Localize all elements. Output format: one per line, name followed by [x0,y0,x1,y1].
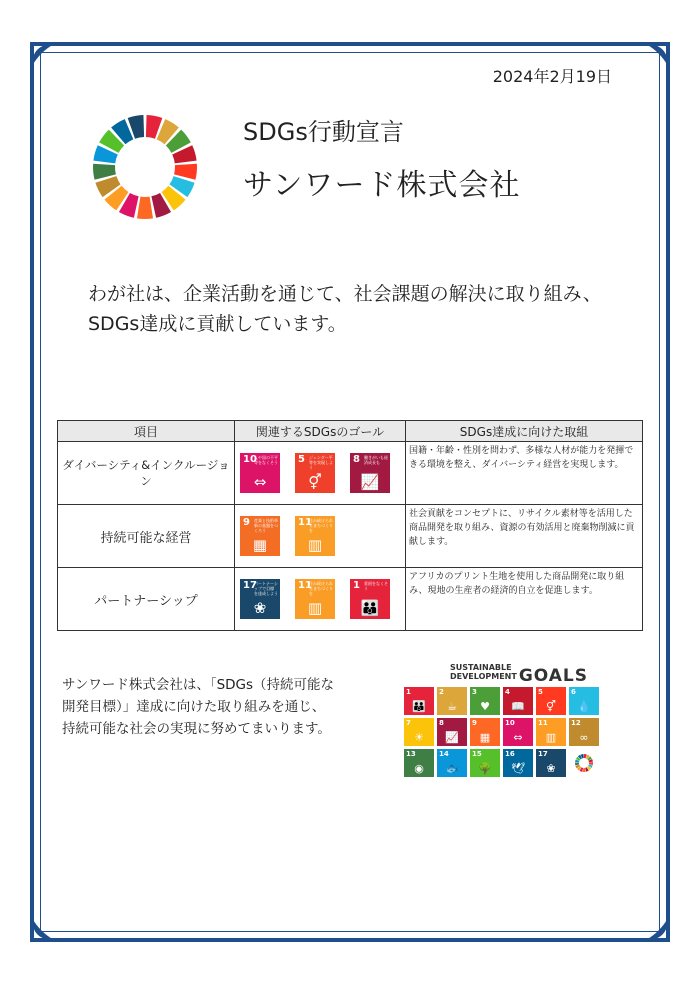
goal-tile-glyph: ◉ [414,762,424,775]
city-icon [295,579,335,619]
row-action: 国籍・年齢・性別を問わず、多様な人材が能力を発揮できる環境を整え、ダイバーシティ経営を実現します。 [406,442,643,505]
header-action: SDGs達成に向けた取組 [406,421,643,442]
row-goal-icons [235,505,406,568]
growth-icon [350,453,390,493]
goal-tile-number: 16 [505,750,515,758]
goals-logo-line2: DEVELOPMENT [450,672,517,681]
goal-tile-number: 4 [505,688,510,696]
goal-tile [470,687,500,715]
goal-tile-glyph: ▦ [479,731,491,744]
corner-ornament-top-right [644,42,670,68]
row-item: パートナーシップ [58,568,235,631]
table-row [58,442,643,505]
goal-tile-number: 12 [571,719,581,727]
goal-glyph: ▥ [307,599,323,617]
goal-label: パートナーシップで目標を達成しよう [254,581,278,596]
goal-tile-number: 3 [472,688,477,696]
sdgs-ring-icon [574,753,594,773]
table-row [58,568,643,631]
sdgs-goals-table [57,420,643,631]
goal-tile-number: 5 [538,688,543,696]
goal-glyph: 📈 [360,473,380,491]
goals-logo-big: GOALS [518,666,589,686]
goal-tile-glyph: ☀ [414,731,424,744]
goal-tile-number: 11 [538,719,548,727]
page-title: SDGs行動宣言 [243,118,404,146]
closing-line: 開発目標）」達成に向けた取り組みを通じ、 [62,699,326,715]
goal-tile [569,718,599,746]
goal-glyph: ▥ [307,536,323,554]
goal-tile [536,687,566,715]
gender-icon [295,453,335,493]
goal-glyph: ⇔ [253,473,267,491]
goal-label: 人や国の不平等をなくそう [254,455,278,465]
goal-tile [437,749,467,777]
intro-line: わが社は、企業活動を通じて、社会課題の解決に取り組み、 [88,283,602,305]
company-name: サンワード株式会社 [243,168,521,203]
goal-number: 5 [298,454,305,465]
goals-logo-line1: SUSTAINABLE [450,663,512,672]
corner-ornament-top-left [30,42,56,68]
goal-tile-glyph: 🕊 [511,762,525,775]
goal-tile [404,687,434,715]
intro-statement [88,279,602,339]
goal-tile-number: 14 [439,750,449,758]
goal-tile-glyph: 👪 [412,700,426,713]
sdgs-wheel-logo [92,114,198,220]
row-goal-icons [235,442,406,505]
goal-tile [569,687,599,715]
goal-number: 11 [298,517,312,528]
goal-label: 住み続けられるまちづくりを [309,518,333,533]
goal-number: 1 [353,580,360,591]
goal-label: 貧困をなくそう [364,581,388,591]
goal-tile-number: 6 [571,688,576,696]
goal-tile-number: 8 [439,719,444,727]
goal-tile-glyph: 📖 [511,700,525,713]
goal-tiles-grid [404,687,604,777]
goal-tile [404,718,434,746]
people-icon [350,579,390,619]
goal-number: 10 [243,454,257,465]
goal-number: 11 [298,580,312,591]
intro-line: SDGs達成に貢献しています。 [88,313,347,335]
goal-tile-glyph: ▥ [545,731,557,744]
goal-tile [503,718,533,746]
goal-tile-glyph: ∞ [579,731,589,744]
goal-tile-glyph: 🌳 [478,762,492,775]
corner-ornament-bottom-left [30,916,56,942]
goal-label: 住み続けられるまちづくりを [309,581,333,596]
goal-number: 17 [243,580,257,591]
wheel-segment [137,197,153,219]
closing-statement [62,674,334,740]
equality-icon [240,453,280,493]
table-header-row [58,421,643,442]
goal-number: 9 [243,517,250,528]
goal-tile-number: 10 [505,719,515,727]
sdgs-goals-logo [450,663,604,686]
goal-glyph: ❀ [253,599,267,617]
city-icon [295,516,335,556]
goal-tile-glyph: 📈 [445,731,459,744]
goal-tile [404,749,434,777]
row-action: 社会貢献をコンセプトに、リサイクル素材等を活用した商品開発を取り組み、資源の有効活用と廃棄物削減に貢献します。 [406,505,643,568]
goal-tile-glyph: ☕ [447,700,457,713]
row-item: 持続可能な経営 [58,505,235,568]
goal-tile-number: 2 [439,688,444,696]
goal-tile-number: 7 [406,719,411,727]
goal-glyph: ▦ [252,536,268,554]
goal-tile-number: 13 [406,750,416,758]
goal-label: 産業と技術革新の基盤をつくろう [254,518,278,533]
goal-tile [503,687,533,715]
row-goal-icons [235,568,406,631]
row-action: アフリカのプリント生地を使用した商品開発に取り組み、現地の生産者の経済的自立を促進します。 [406,568,643,631]
goal-tile-glyph: ⚥ [546,700,556,713]
goal-tile-glyph: ❀ [546,762,556,775]
partnership-icon [240,579,280,619]
header-item: 項目 [58,421,235,442]
goal-glyph: ⚥ [308,473,322,491]
goal-label: 働きがいも経済成長も [364,455,388,465]
goal-label: ジェンダー平等を実現しよう [309,455,333,470]
sdgs-goals-poster [404,663,604,777]
goal-tile [536,718,566,746]
goal-tile-number: 17 [538,750,548,758]
goal-tile [503,749,533,777]
table-row [58,505,643,568]
goal-glyph: 👪 [360,599,380,617]
goal-tile [470,749,500,777]
goal-tile-number: 1 [406,688,411,696]
goal-tile-glyph: 💧 [577,700,591,713]
sdgs-ring-tile [569,749,599,777]
goal-tile-number: 9 [472,719,477,727]
goal-number: 8 [353,454,360,465]
goal-tile-number: 15 [472,750,482,758]
goal-tile [437,687,467,715]
goal-tile [536,749,566,777]
row-item: ダイバーシティ&インクルージョン [58,442,235,505]
goal-tile [437,718,467,746]
goal-tile-glyph: ♥ [480,700,490,713]
goal-tile-glyph: 🐟 [445,762,459,775]
header-goals: 関連するSDGsのゴール [235,421,406,442]
industry-icon [240,516,280,556]
corner-ornament-bottom-right [644,916,670,942]
goal-tile [470,718,500,746]
goal-tile-glyph: ⇔ [513,731,523,744]
document-date: 2024年2月19日 [492,67,612,86]
closing-line: 持続可能な社会の実現に努めてまいります。 [62,721,331,737]
closing-line: サンワード株式会社は、「SDGs（持続可能な [62,677,335,693]
